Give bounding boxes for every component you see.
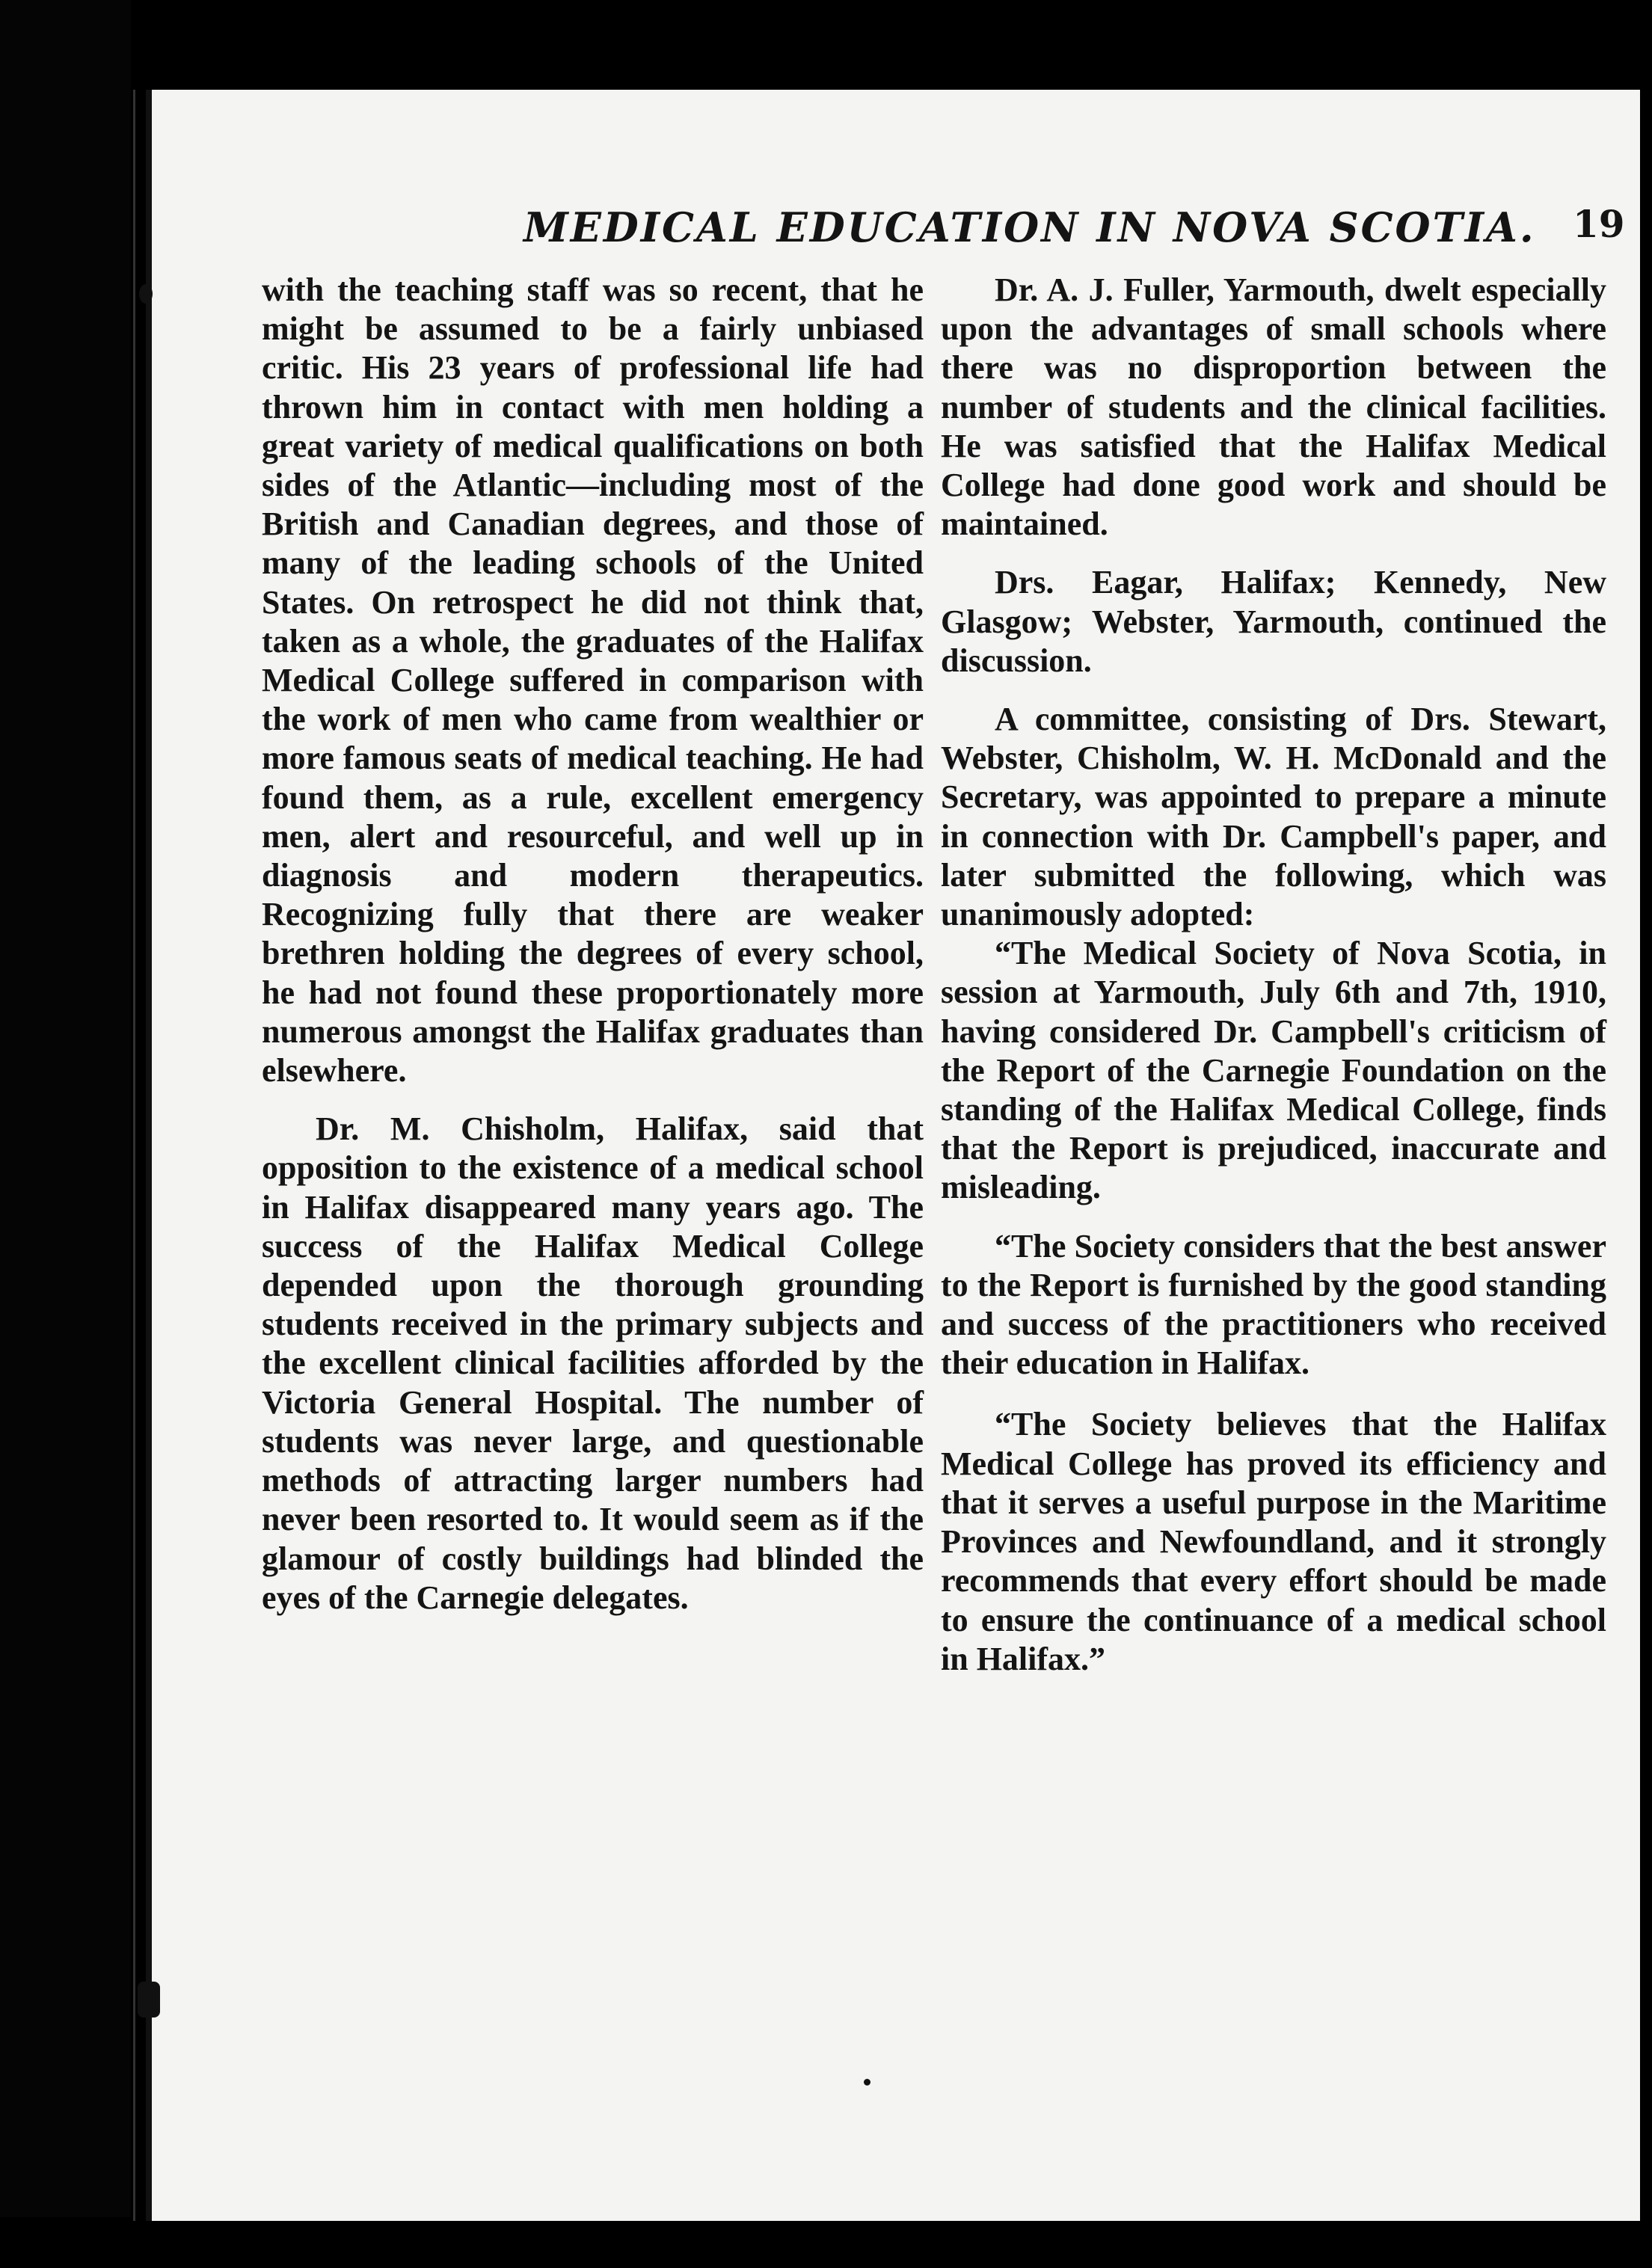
ink-speck — [864, 2079, 870, 2086]
right-paragraph-6: “The Society believes that the Halifax Medical College has proved its efficiency and that it serves a useful purpose in the Maritime Provinces and Newfoundland, and it strongly recommends that every effort should be made to ensure the continuance of a medical school in Halifax.” — [941, 1406, 1606, 1677]
binding-shadow — [133, 90, 135, 2221]
right-paragraph-3: A committee, consisting of Drs. Stewart, Webster, Chisholm, W. H. McDonald and the Secretary, was appointed to prepare a minute in connection with Dr. Campbell's paper, and later submitted the following, which was unanimously adopted: — [941, 701, 1606, 933]
left-paragraph-2: Dr. M. Chisholm, Halifax, said that opposition to the existence of a medical school in Halifax disappeared many years ago. The success of the Halifax Medical College depended upon the thorough grounding students received in the primary subjects and the excellent clinical facilities afforded by the Victoria General Hospital. The number of students was never large, and questionable methods of attracting larger numbers had never been resorted to. It would seem as if the glamour of costly buildings had blinded the eyes of the Carnegie delegates. — [262, 1110, 924, 1616]
running-head: MEDICAL EDUCATION IN NOVA SCOTIA. — [523, 203, 1536, 251]
right-paragraph-1: Dr. A. J. Fuller, Yarmouth, dwelt especially upon the advantages of small schools where there was no disproportion between the number of students and the clinical facilities. He was satisfied that the Halifax Medical College had done good work and should be maintained. — [941, 271, 1606, 543]
scan-border-left — [0, 0, 131, 2268]
scan-border-top — [0, 0, 1652, 86]
right-paragraph-5: “The Society considers that the best answer to the Report is furnished by the good standing and success of the practitioners who received their education in Halifax. — [941, 1227, 1606, 1382]
right-column — [941, 271, 1606, 1679]
scan-border-bottom — [0, 2217, 1652, 2268]
right-paragraph-4: “The Medical Society of Nova Scotia, in session at Yarmouth, July 6th and 7th, 1910, having considered Dr. Campbell's criticism of the Report of the Carnegie Foundation on the standing of the Halifax Medical College, finds that the Report is prejudiced, inaccurate and misleading. — [941, 935, 1606, 1206]
binding-clip — [138, 1982, 160, 2017]
left-paragraph-1: with the teaching staff was so recent, that he might be assumed to be a fairly unbiased critic. His 23 years of professional life had thrown him in contact with men holding a great variety of medical qualifications on both sides of the Atlantic—including most of the British and Canadian degrees, and those of many of the leading schools of the United States. On retrospect he did not think that, taken as a whole, the graduates of the Halifax Medical College suffered in comparison with the work of men who came from wealthier or more famous seats of medical teaching. He had found them, as a rule, excellent emergency men, alert and resourceful, and well up in diagnosis and modern therapeutics. Recognizing fully that there are weaker brethren holding the degrees of every school, he had not found these proportionately more numerous amongst the Halifax graduates than elsewhere. — [262, 271, 924, 1090]
right-paragraph-2: Drs. Eagar, Halifax; Kennedy, New Glasgow; Webster, Yarmouth, continued the discussion. — [941, 564, 1606, 679]
binding-mark — [139, 284, 153, 304]
left-column — [262, 271, 924, 1617]
binding-edge — [146, 90, 152, 2221]
page-number: 19 — [1573, 202, 1625, 246]
